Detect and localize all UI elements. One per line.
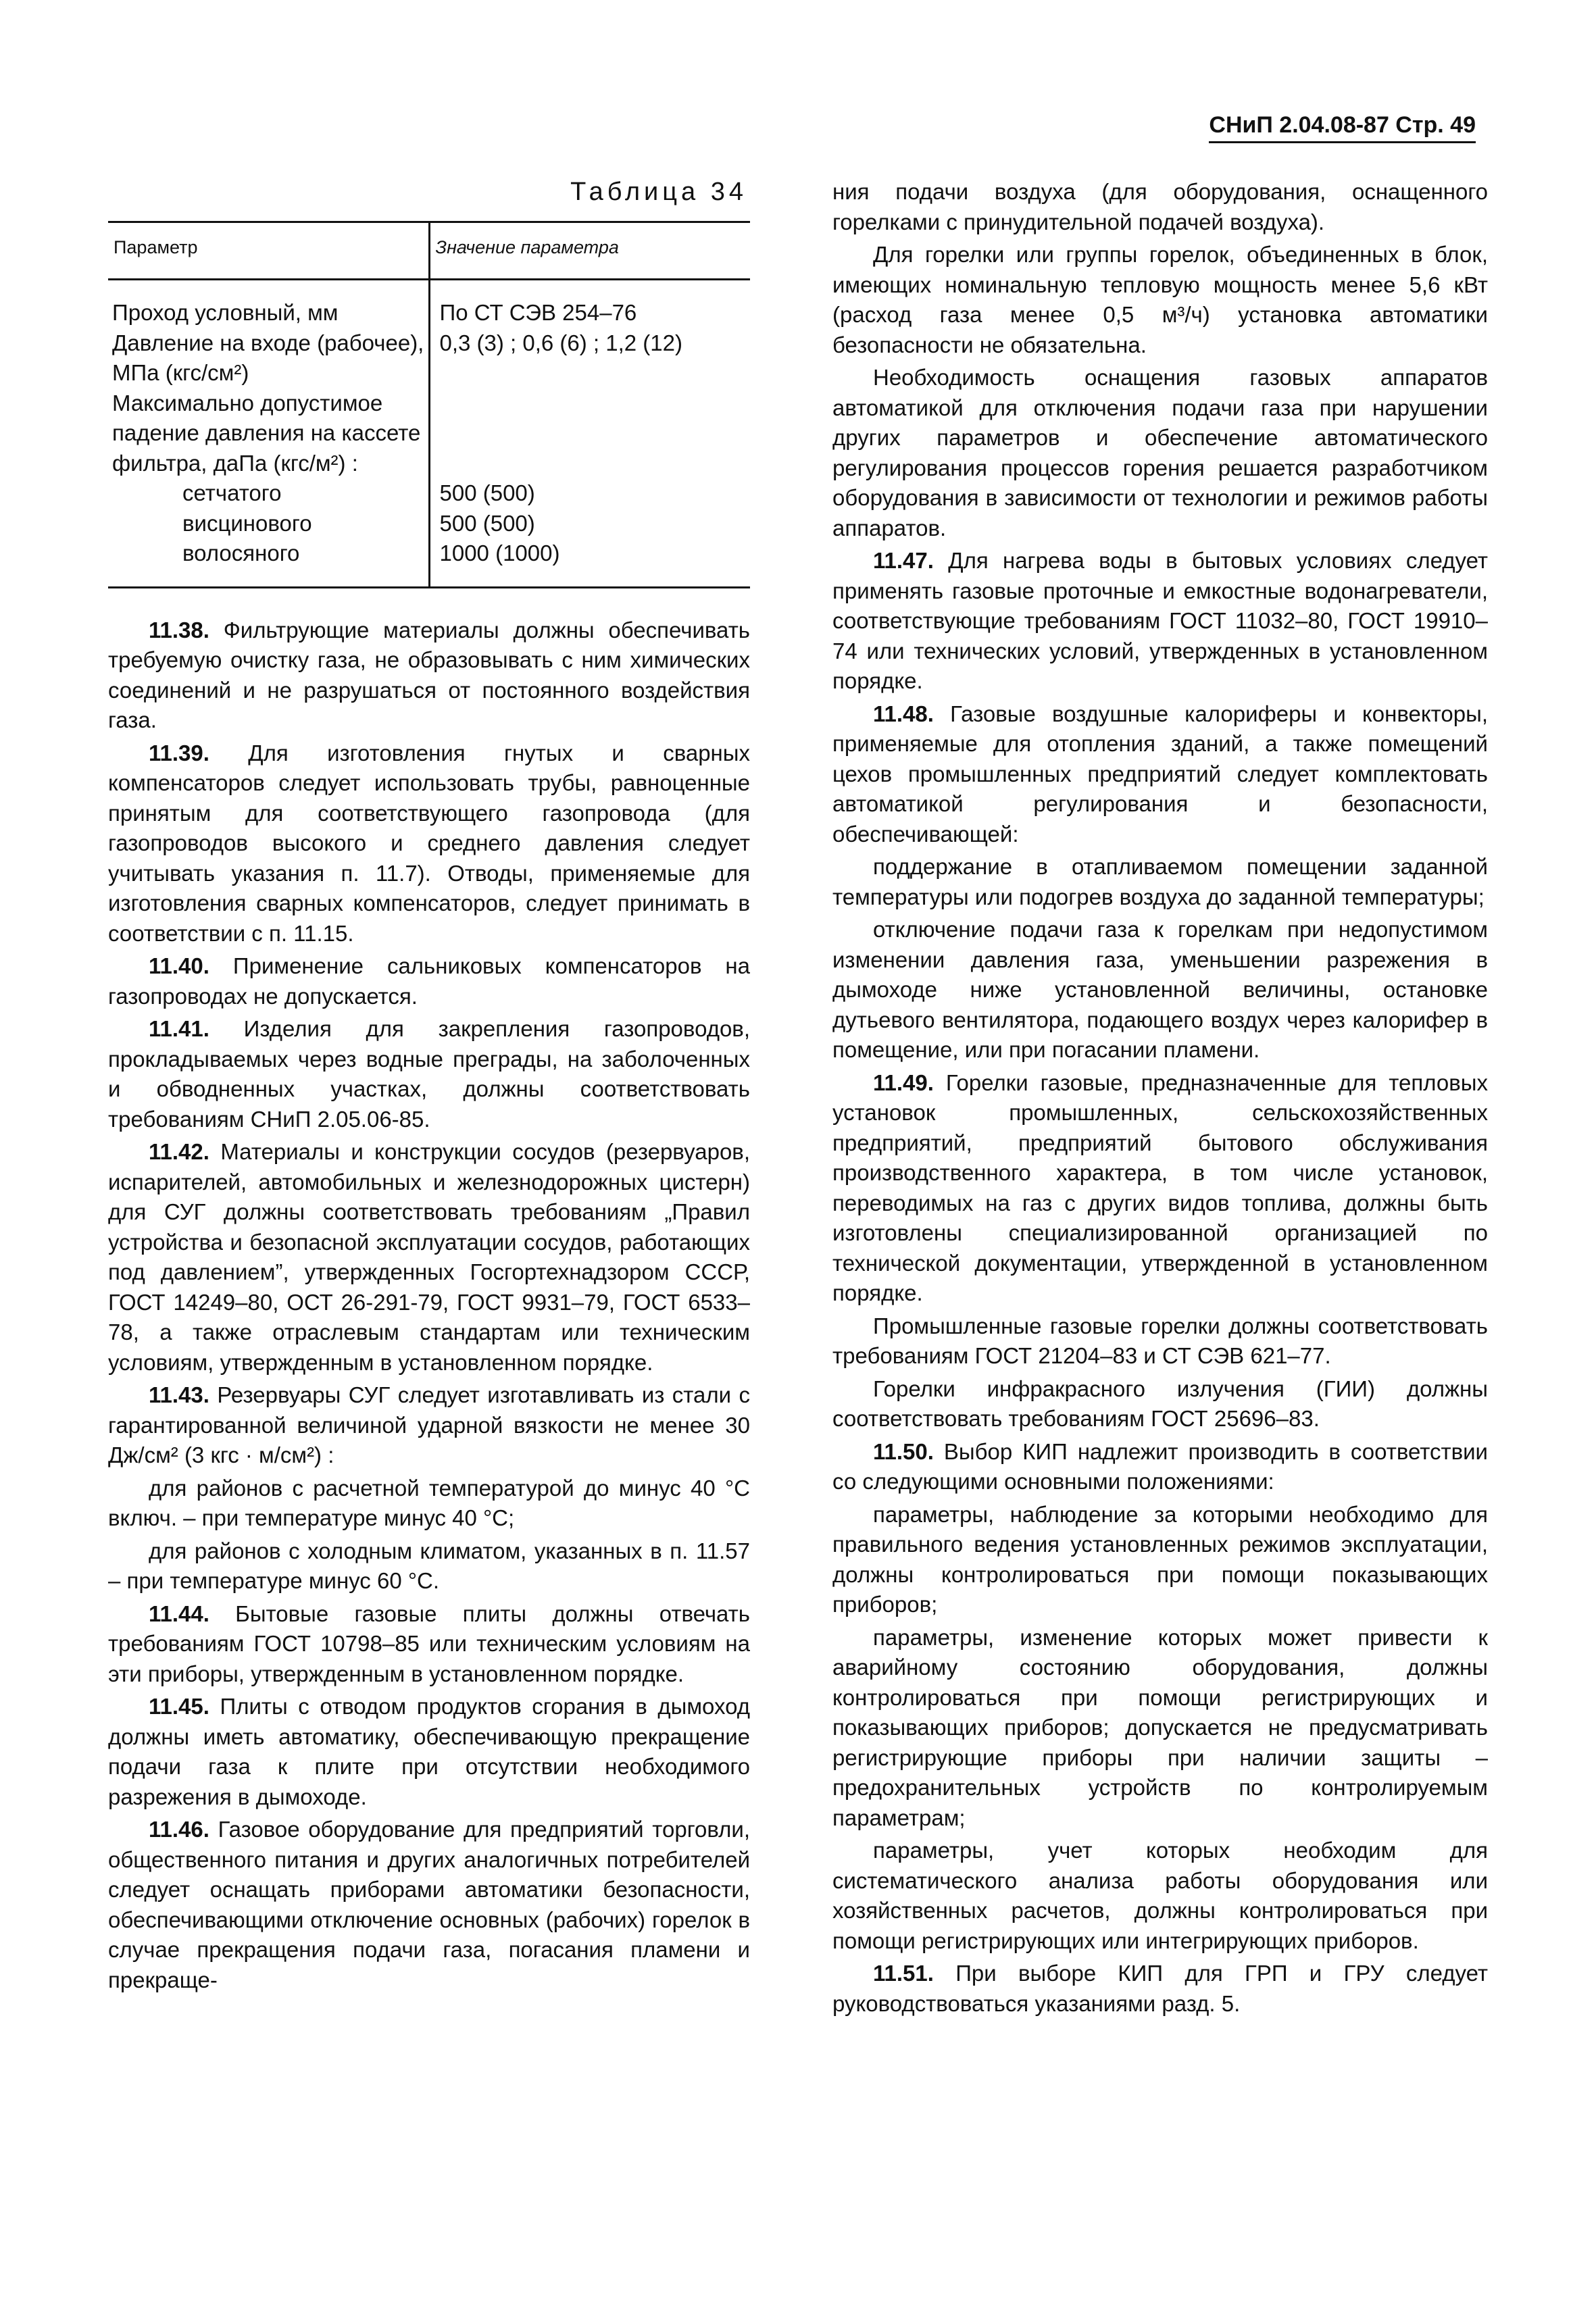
parameters-table [108,221,750,588]
clause-11-46: 11.46. Газовое оборудование для предприятий торговли, общественного питания и других аналогичных потребителей следует оснащать приборами автоматики безопасности, обеспечивающими отключение основных (рабочих) горелок в случае прекращения подачи газа, погасания пламени и прекраще- [108,1817,750,1992]
value-cell [429,388,750,479]
clause-11-48: 11.48. Газовые воздушные калориферы и конвекторы, применяемые для отопления зданий, а также помещений цехов промышленных предприятий следует комплектовать автоматикой регулирования и безопасности, обеспечивающей: [832,701,1488,847]
paragraph: Промышленные газовые горелки должны соответствовать требованиям ГОСТ 21204–83 и СТ СЭВ 621–77. [832,1313,1488,1368]
clause-11-38: 11.38. Фильтрующие материалы должны обеспечивать требуемую очистку газа, не образовывать с ним химических соединений и не разрушаться от постоянного воздействия газа. [108,617,750,732]
clause-11-43: 11.43. Резервуары СУГ следует изготавливать из стали с гарантированной величиной ударной вязкости не менее 30 Дж/см² (3 кгс · м/см²) : [108,1382,750,1467]
param-cell: висцинового [182,510,312,536]
paragraph: Горелки инфракрасного излучения (ГИИ) должны соответствовать требованиям ГОСТ 25696–83. [832,1376,1488,1431]
param-cell: Давление на входе (рабочее), МПа (кгс/см²) [112,330,424,385]
table-row [108,388,750,479]
clause-11-46-continued: ния подачи воздуха (для оборудования, оснащенного горелками с принудительной подачей воздуха). [832,179,1488,234]
value-cell: 500 (500) [429,478,750,509]
clause-11-50-item: параметры, наблюдение за которыми необходимо для правильного ведения установленных режимов эксплуатации, должны контролироваться при помощи показывающих приборов; [832,1501,1488,1617]
param-cell: волосяного [182,540,300,565]
table-caption: Таблица 34 [570,178,747,206]
clause-11-41: 11.41. Изделия для закрепления газопроводов, прокладываемых через водные преграды, на заболоченных и обводненных участках, должны соответствовать требованиям СНиП 2.05.06-85. [108,1016,751,1132]
clause-11-51: 11.51. При выборе КИП для ГРП и ГРУ следует руководствоваться указаниями разд. 5. [832,1961,1489,2016]
value-cell: 500 (500) [429,509,750,539]
clause-11-45: 11.45. Плиты с отводом продуктов сгорания в дымоход должны иметь автоматику, обеспечивающую прекращение подачи газа к плите при отсутствии необходимого разрежения в дымоходе. [108,1694,750,1809]
page-header: СНиП 2.04.08-87 Стр. 49 [1209,112,1476,143]
table-row [108,280,750,328]
value-cell: По СТ СЭВ 254–76 [429,280,750,328]
clause-11-50: 11.50. Выбор КИП надлежит производить в соответствии со следующими основными положениями: [832,1438,1488,1494]
left-column [108,177,750,1998]
clause-11-50-item: параметры, учет которых необходим для систематического анализа работы оборудования или хозяйственных расчетов, должны контролироваться при помощи регистрирующих или интегрирующих приборов. [832,1838,1488,1953]
clause-11-48-item: поддержание в отапливаемом помещении заданной температуры или подогрев воздуха до заданной температуры; [832,854,1488,909]
paragraph: Необходимость оснащения газовых аппаратов автоматикой для отключения подачи газа при нарушении других параметров и обеспечение автоматического регулирования процессов горения решается разработчиком оборудования в зависимости от технологии и режимов работы аппаратов. [832,365,1488,540]
table-row [108,509,750,539]
clause-11-43-item: для районов с расчетной температурой до минус 40 °С включ. – при температуре минус 40 °С; [108,1475,750,1530]
right-column [832,177,1488,2021]
clause-11-40: 11.40. Применение сальниковых компенсаторов на газопроводах не допускается. [108,953,751,1009]
clause-11-48-item: отключение подачи газа к горелкам при недопустимом изменении давления газа, уменьшении разрежения в дымоходе ниже установленной величины, остановке дутьевого вентилятора, подающего воздух через калорифер в помещение, или при погасании пламени. [832,917,1488,1062]
table-row [108,478,750,509]
clause-11-39: 11.39. Для изготовления гнутых и сварных компенсаторов следует использовать трубы, равноценные принятым для соответствующего газопровода (для газопроводов высокого и среднего давления следует учитывать указания п. 11.7). Отводы, применяемые для изготовления сварных компенсаторов, следует принимать в соответствии с п. 11.15. [108,740,751,946]
clause-11-47: 11.47. Для нагрева воды в бытовых условиях следует применять газовые проточные и емкостные водонагреватели, соответствующие требованиям ГОСТ 11032–80, ГОСТ 19910–74 или технических условий, утвержденных в установленном порядке. [832,548,1488,693]
clause-11-43-item: для районов с холодным климатом, указанных в п. 11.57 – при температуре минус 60 °С. [108,1538,750,1593]
param-cell: Проход условный, мм [112,300,339,325]
param-cell: сетчатого [182,480,282,505]
value-cell: 1000 (1000) [429,538,750,587]
clause-11-42: 11.42. Материалы и конструкции сосудов (резервуаров, испарителей, автомобильных и железнодорожных цистерн) для СУГ должны соответствовать требованиям „Правил устройства и безопасной эксплуатации сосудов, работающих под давлением”, утвержденных Госгортехнадзором СССР, ГОСТ 14249–80, ОСТ 26-291-79, ГОСТ 9931–79, ГОСТ 6533–78, а также отраслевым стандартам или техническим условиям, утвержденным в установленном порядке. [108,1139,750,1375]
column-header-value: Значение параметра [429,222,750,280]
column-header-param: Параметр [108,222,429,280]
clause-11-49: 11.49. Горелки газовые, предназначенные для тепловых установок промышленных, сельскохозяйственных предприятий, предприятий бытового обслуживания производственного характера, в том числе установок, переводимых на газ с других видов топлива, должны быть изготовлены специализированной организацией по технической документации, утвержденной в установленном порядке. [832,1070,1488,1305]
table-row [108,538,750,587]
paragraph: Для горелки или группы горелок, объединенных в блок, имеющих номинальную тепловую мощность менее 5,6 кВт (расход газа менее 0,5 м³/ч) установка автоматики безопасности не обязательна. [832,242,1488,357]
table-row [108,328,750,388]
value-cell: 0,3 (3) ; 0,6 (6) ; 1,2 (12) [429,328,750,388]
clause-11-44: 11.44. Бытовые газовые плиты должны отвечать требованиям ГОСТ 10798–85 или техническим условиям на эти приборы, утвержденным в установленном порядке. [108,1601,750,1686]
param-cell: Максимально допустимое падение давления на кассете фильтра, даПа (кгс/м²) : [112,390,421,476]
clause-11-50-item: параметры, изменение которых может привести к аварийному состоянию оборудования, должны контролироваться при помощи регистрирующих и показывающих приборов; допускается не предусматривать регистрирующие приборы при наличии защиты – предохранительных устройств по контролируемым параметрам; [832,1624,1488,1830]
